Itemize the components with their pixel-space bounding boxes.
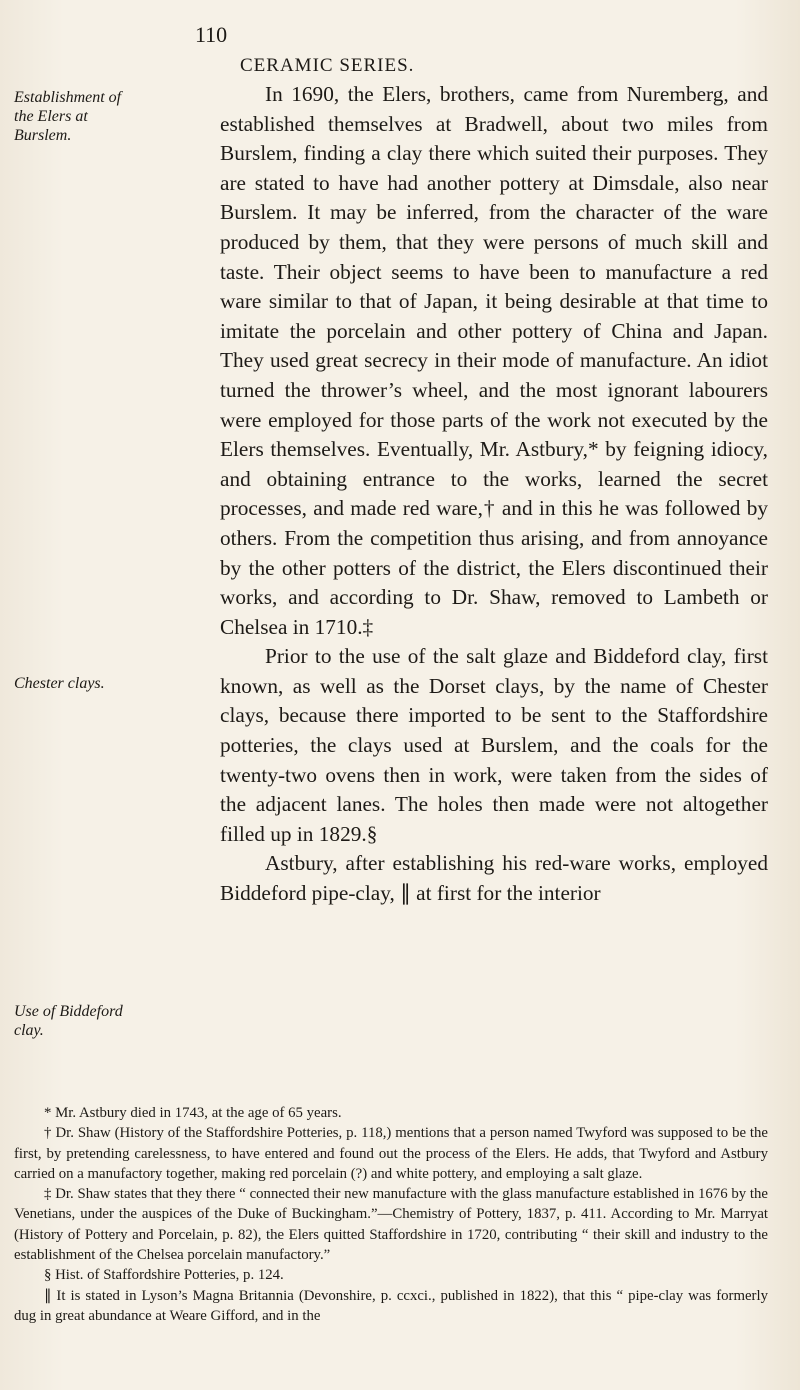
footnote-venetians: ‡ Dr. Shaw states that they there “ connected their new manufacture with the glass manufacture established in 1676 by the Venetians, under the auspices of the Duke of Buckingham.”—Chemistry of Pottery, 1837, p. 411. According to Mr. Marryat (History of Pottery and Porcelain, p. 82), the Elers quitted Staffordshire in 1720, contributing “ their skill and industry to the establishment of the Chelsea porcelain manufactory.” (14, 1186, 768, 1264)
page-number: 110 (195, 22, 228, 47)
page-header (0, 22, 800, 82)
main-text (220, 80, 768, 909)
running-head: CERAMIC SERIES. (240, 55, 415, 76)
footnote-lysons: ∥ It is stated in Lyson’s Magna Britannia (Devonshire, p. ccxci., published in 1822), that this “ pipe-clay was formerly dug in great abundance at Weare Gifford, and in the (14, 1287, 768, 1324)
margin-note-biddeford: Use of Biddeford clay. (14, 1003, 123, 1039)
footnote-twyford: † Dr. Shaw (History of the Staffordshire Potteries, p. 118,) mentions that a person named Twyford was supposed to be the first, by pretending carelessness, to have entered and found out the process of the Elers. He adds, that Twyford and Astbury carried on a manufactory together, making red porcelain (?) and white pottery, and employing a salt glaze. (14, 1125, 768, 1182)
paragraph-biddeford: Astbury, after establishing his red-ware works, employed Biddeford pipe-clay, ∥ at first for the interior (220, 851, 768, 906)
footnotes (14, 1103, 768, 1326)
margin-note-chester-clays: Chester clays. (14, 675, 105, 692)
paragraph-chester-clays: Prior to the use of the salt glaze and Biddeford clay, first known, as well as the Dorset clays, by the name of Chester clays, because there imported to be sent to the Staffordshire potteries, the clays used at Burslem, and the coals for the twenty-two ovens then in work, were taken from the sides of the adjacent lanes. The holes then made were not altogether filled up in 1829.§ (220, 644, 768, 846)
paragraph-elers: In 1690, the Elers, brothers, came from Nuremberg, and established themselves at Bradwell, about two miles from Burslem, finding a clay there which suited their purposes. They are stated to have had another pottery at Dimsdale, also near Burslem. It may be inferred, from the character of the ware produced by them, that they were persons of much skill and taste. Their object seems to have been to manufacture a red ware similar to that of Japan, it being desirable at that time to imitate the porcelain and other pottery of China and Japan. They used great secrecy in their mode of manufacture. An idiot turned the thrower’s wheel, and the most ignorant labourers were employed for those parts of the work not executed by the Elers themselves. Eventually, Mr. Astbury,* by feigning idiocy, and obtaining entrance to the works, learned the secret processes, and made red ware,† and in this he was followed by others. From the competition thus arising, and from annoyance by the other potters of the district, the Elers discontinued their works, and according to Dr. Shaw, removed to Lambeth or Chelsea in 1710.‡ (220, 82, 768, 639)
margin-note-establishment: Establishment of the Elers at Burslem. (14, 89, 122, 144)
footnote-hist-staffordshire: § Hist. of Staffordshire Potteries, p. 124. (44, 1267, 284, 1284)
footnote-astbury: * Mr. Astbury died in 1743, at the age of 65 years. (44, 1105, 342, 1121)
